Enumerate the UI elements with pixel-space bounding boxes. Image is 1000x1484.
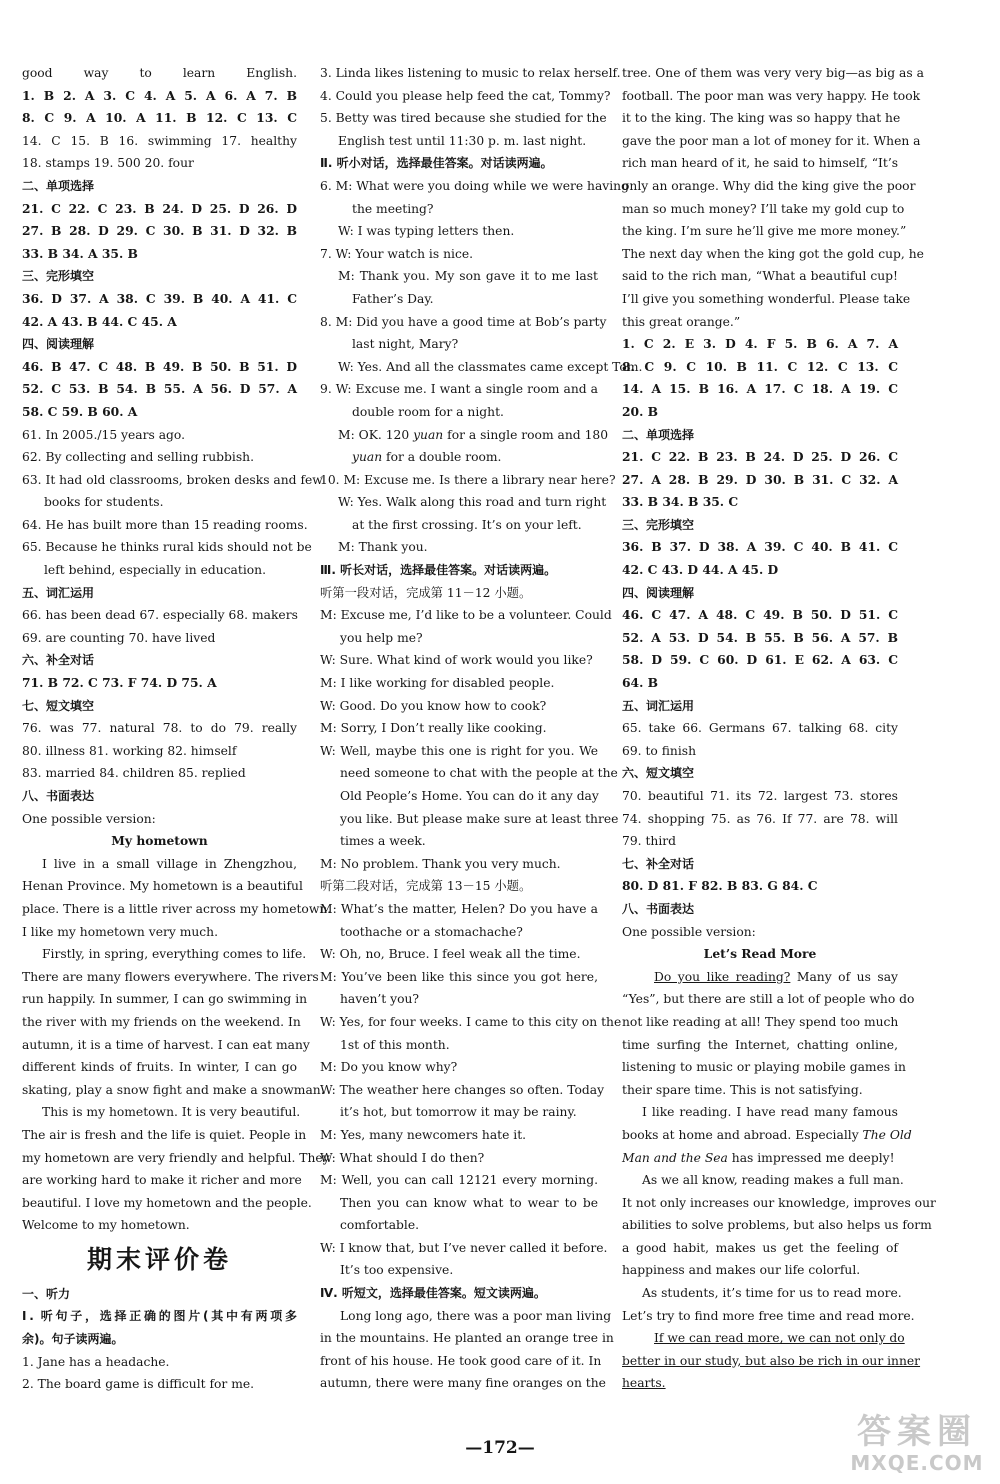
book-title: Man and the Sea bbox=[622, 1150, 728, 1165]
essay-line: As students, it’s time for us to read more. bbox=[642, 1286, 902, 1301]
text-span: books at home and abroad. Especially bbox=[622, 1127, 863, 1142]
dialogue-line: the meeting? bbox=[352, 201, 434, 216]
answer-line: 42. C 43. D 44. A 45. D bbox=[622, 562, 779, 578]
essay-line: Welcome to my hometown. bbox=[22, 1218, 190, 1233]
dialogue-line: 6. M: What were you doing while we were having bbox=[320, 178, 629, 193]
essay-line: I live in a small village in Zhengzhou, bbox=[42, 856, 297, 871]
dialogue-line: 9. W: Excuse me. I want a single room and a bbox=[320, 382, 598, 397]
text-line: One possible version: bbox=[622, 924, 756, 939]
section-heading: 三、完形填空 bbox=[22, 269, 95, 284]
answer-line: 63. It had old classrooms, broken desks and few bbox=[22, 472, 323, 487]
essay-line: my hometown are very friendly and helpful. They bbox=[22, 1150, 330, 1165]
dialogue-line: Father’s Day. bbox=[352, 291, 434, 306]
essay-line bbox=[622, 966, 898, 989]
essay-line: not like reading at all! They spend too much bbox=[622, 1014, 899, 1029]
dialogue-line: M: Thank you. bbox=[338, 540, 428, 555]
essay-line: abilities to solve problems, but also helps us form bbox=[622, 1218, 932, 1233]
answer-line: 65. take 66. Germans 67. talking 68. city bbox=[622, 721, 898, 736]
answer-line: 1. B 2. A 3. C 4. A 5. A 6. A 7. B bbox=[22, 87, 297, 103]
answer-line: 65. Because he thinks rural kids should not be bbox=[22, 540, 312, 555]
text-line: 5. Betty was tired because she studied for the bbox=[320, 111, 607, 126]
dialogue-line: it’s hot, but tomorrow it may be rainy. bbox=[340, 1105, 577, 1120]
passage-line: Long long ago, there was a poor man living bbox=[340, 1308, 612, 1323]
passage-line: in the mountains. He planted an orange tree in bbox=[320, 1331, 614, 1346]
section-instruction: Ⅲ. 听长对话，选择最佳答案。对话读两遍。 bbox=[320, 563, 557, 578]
passage-line: this great orange.” bbox=[622, 314, 741, 329]
text-line: English test until 11:30 p. m. last night. bbox=[338, 133, 587, 148]
dialogue-line: at the first crossing. It’s on your left. bbox=[352, 517, 582, 532]
essay-line: run happily. In summer, I can go swimming in bbox=[22, 992, 308, 1007]
dialogue-line: W: I was typing letters then. bbox=[338, 224, 515, 239]
answer-line: 64. B bbox=[622, 675, 659, 691]
dialogue-line: M: Excuse me, I’d like to be a volunteer. Could bbox=[320, 608, 612, 623]
subsection-instruction: 听第二段对话，完成第 13－15 小题。 bbox=[320, 879, 532, 894]
dialogue-line: M: No problem. Thank you very much. bbox=[320, 856, 561, 871]
text-line: good way to learn English. bbox=[22, 66, 297, 80]
dialogue-line: M: Well, you can call 12121 every morning. bbox=[320, 1173, 598, 1188]
dialogue-line: haven’t you? bbox=[340, 992, 420, 1007]
section-heading: 六、短文填空 bbox=[622, 766, 695, 781]
essay-line: place. There is a little river across my hometown. bbox=[22, 901, 332, 916]
dialogue-line: 10. M: Excuse me. Is there a library near here? bbox=[320, 472, 616, 487]
section-heading: 二、单项选择 bbox=[22, 178, 95, 193]
answer-line: 46. B 47. C 48. B 49. B 50. B 51. D bbox=[22, 358, 297, 374]
dialogue-line: 1st of this month. bbox=[340, 1037, 450, 1052]
essay-line: Henan Province. My hometown is a beautiful bbox=[22, 879, 303, 894]
answer-line: 8. C 9. A 10. A 11. B 12. C 13. C bbox=[22, 110, 297, 126]
text-span: Many of us say bbox=[790, 969, 898, 984]
passage-line: autumn, there were many fine oranges on the bbox=[320, 1376, 606, 1391]
answer-line: 62. By collecting and selling rubbish. bbox=[22, 450, 254, 465]
dialogue-line: 8. M: Did you have a good time at Bob’s party bbox=[320, 314, 607, 329]
text-span: M: OK. 120 bbox=[338, 427, 414, 442]
passage-line: said to the rich man, “What a beautiful cup! bbox=[622, 269, 898, 284]
essay-line: autumn, it is a time of harvest. I can eat many bbox=[22, 1037, 310, 1052]
text-line: 1. Jane has a headache. bbox=[22, 1354, 170, 1369]
passage-line: I’ll give you something wonderful. Please take bbox=[622, 291, 911, 306]
section-heading: 七、补全对话 bbox=[622, 856, 695, 871]
essay-line: The air is fresh and the life is quiet. People in bbox=[22, 1127, 307, 1142]
answer-line: 66. has been dead 67. especially 68. makers bbox=[22, 608, 298, 623]
subsection-instruction: 听第一段对话，完成第 11－12 小题。 bbox=[320, 585, 532, 600]
answer-line: 27. B 28. D 29. C 30. B 31. D 32. B bbox=[22, 223, 297, 239]
answer-line: 74. shopping 75. as 76. If 77. are 78. will bbox=[622, 811, 898, 826]
dialogue-line: you like. But please make sure at least three bbox=[340, 811, 619, 826]
answer-line: 79. third bbox=[622, 834, 677, 849]
underlined-text: Do you like reading? bbox=[654, 969, 791, 984]
answer-line: 80. illness 81. working 82. himself bbox=[22, 743, 237, 758]
essay-line: beautiful. I love my hometown and the people. bbox=[22, 1195, 312, 1210]
answer-line: books for students. bbox=[44, 495, 164, 510]
yuan-word: yuan bbox=[352, 450, 383, 465]
text-line: One possible version: bbox=[22, 811, 156, 826]
text-span: has impressed me deeply! bbox=[727, 1150, 895, 1165]
essay-line: It not only increases our knowledge, improves our bbox=[622, 1195, 936, 1210]
essay-line: There are many flowers everywhere. The rivers bbox=[22, 969, 319, 984]
answer-line: 80. D 81. F 82. B 83. G 84. C bbox=[622, 878, 818, 894]
dialogue-line: M: I like working for disabled people. bbox=[320, 676, 555, 691]
answer-line: 46. C 47. A 48. C 49. B 50. D 51. C bbox=[622, 607, 898, 623]
text-line: 3. Linda likes listening to music to relax herself. bbox=[320, 66, 621, 80]
answer-line: 58. C 59. B 60. A bbox=[22, 403, 138, 419]
exam-title: 期末评价卷 bbox=[86, 1244, 232, 1274]
answer-line: 69. are counting 70. have lived bbox=[22, 630, 216, 645]
dialogue-line: double room for a night. bbox=[352, 404, 504, 419]
dialogue-line: W: Yes. Walk along this road and turn right bbox=[338, 495, 607, 510]
answer-line: 52. A 53. D 54. B 55. B 56. A 57. B bbox=[622, 629, 898, 645]
essay-line: listening to music or playing mobile games in bbox=[622, 1060, 906, 1075]
essay-line: I like reading. I have read many famous bbox=[642, 1105, 898, 1120]
essay-line: are working hard to make it richer and more bbox=[22, 1173, 302, 1188]
answer-line: 21. C 22. C 23. B 24. D 25. D 26. D bbox=[22, 200, 297, 216]
essay-line: happiness and makes our life colorful. bbox=[622, 1263, 861, 1278]
watermark-url: MXQE.COM bbox=[850, 1451, 984, 1475]
dialogue-line: comfortable. bbox=[340, 1218, 420, 1233]
section-heading: 七、短文填空 bbox=[22, 698, 95, 713]
passage-line: gave the poor man a lot of money for it. When a bbox=[622, 133, 921, 148]
section-instruction: Ⅳ. 听短文，选择最佳答案。短文读两遍。 bbox=[320, 1286, 546, 1301]
dialogue-line: Old People’s Home. You can do it any day bbox=[340, 789, 599, 803]
section-heading: 一、听力 bbox=[22, 1286, 71, 1301]
answer-line: 14. A 15. B 16. A 17. C 18. A 19. C bbox=[622, 381, 898, 397]
underlined-essay-line: hearts. bbox=[622, 1376, 666, 1391]
answer-line: 69. to finish bbox=[622, 743, 697, 758]
answer-line: 70. beautiful 71. its 72. largest 73. stores bbox=[622, 789, 898, 803]
text-span: for a single room and 180 bbox=[443, 427, 609, 442]
dialogue-line: last night, Mary? bbox=[352, 337, 459, 352]
column-left bbox=[22, 62, 332, 1396]
essay-line: their spare time. This is not satisfying. bbox=[622, 1082, 863, 1097]
dialogue-line: M: Do you know why? bbox=[320, 1060, 458, 1075]
essay-line: time surfing the Internet, chatting online, bbox=[622, 1037, 898, 1052]
section-heading: 五、词汇运用 bbox=[622, 698, 695, 713]
dialogue-line: M: Thank you. My son gave it to me last bbox=[338, 269, 598, 284]
answer-line: 42. A 43. B 44. C 45. A bbox=[22, 313, 177, 329]
passage-line: only an orange. Why did the king give the poor bbox=[622, 178, 916, 193]
section-instruction: 余)。句子读两遍。 bbox=[22, 1332, 124, 1347]
answer-line: 27. A 28. B 29. D 30. B 31. C 32. A bbox=[622, 471, 898, 487]
section-instruction: Ⅱ. 听小对话，选择最佳答案。对话读两遍。 bbox=[320, 156, 553, 171]
essay-line: Firstly, in spring, everything comes to life. bbox=[42, 947, 307, 962]
answer-line: 36. B 37. D 38. A 39. C 40. B 41. C bbox=[622, 539, 898, 555]
watermark-title: 答案圈 bbox=[857, 1412, 977, 1452]
answer-line: 36. D 37. A 38. C 39. B 40. A 41. C bbox=[22, 290, 297, 306]
answer-line: 14. C 15. B 16. swimming 17. healthy bbox=[22, 133, 297, 148]
passage-line: the king. I’m sure he’ll give me more money.” bbox=[622, 224, 907, 239]
essay-line: “Yes”, but there are still a lot of people who do bbox=[622, 992, 915, 1007]
section-heading: 六、补全对话 bbox=[22, 653, 95, 668]
dialogue-line bbox=[320, 424, 609, 447]
essay-title: My hometown bbox=[111, 833, 208, 849]
essay-line: different kinds of fruits. In winter, I can go bbox=[22, 1060, 297, 1075]
yuan-word: yuan bbox=[413, 427, 444, 442]
section-heading: 二、单项选择 bbox=[622, 427, 695, 442]
dialogue-line: need someone to chat with the people at the bbox=[340, 766, 618, 781]
page-number: —172— bbox=[465, 1438, 535, 1458]
dialogue-line: W: What should I do then? bbox=[320, 1150, 485, 1165]
underlined-essay-line: If we can read more, we can not only do bbox=[654, 1331, 905, 1346]
answer-line: 58. D 59. C 60. D 61. E 62. A 63. C bbox=[622, 652, 898, 668]
column-right bbox=[622, 62, 936, 1395]
essay-line: a good habit, makes us get the feeling of bbox=[622, 1240, 898, 1255]
dialogue-line: Then you can know what to wear to be bbox=[340, 1195, 598, 1210]
text-line: 2. The board game is difficult for me. bbox=[22, 1377, 255, 1392]
dialogue-line: M: You’ve been like this since you got here, bbox=[320, 969, 598, 984]
answer-line: 33. B 34. B 35. C bbox=[622, 494, 739, 510]
dialogue-line: toothache or a stomachache? bbox=[340, 924, 523, 939]
dialogue-line: W: Yes, for four weeks. I came to this city on the bbox=[320, 1014, 622, 1029]
answer-line: 61. In 2005./15 years ago. bbox=[22, 427, 186, 442]
dialogue-line: W: I know that, but I’ve never called it before. bbox=[320, 1240, 608, 1255]
essay-line: Let’s try to find more free time and read more. bbox=[622, 1308, 915, 1323]
answer-line: 64. He has built more than 15 reading rooms. bbox=[22, 517, 308, 532]
essay-line bbox=[622, 1124, 912, 1147]
section-heading: 四、阅读理解 bbox=[22, 337, 95, 352]
section-heading: 八、书面表达 bbox=[622, 901, 695, 916]
essay-title: Let’s Read More bbox=[703, 946, 817, 962]
essay-line: skating, play a snow fight and make a snowman. bbox=[22, 1082, 325, 1097]
dialogue-line: It’s too expensive. bbox=[340, 1263, 454, 1278]
essay-line bbox=[622, 1147, 898, 1170]
dialogue-line: M: Yes, many newcomers hate it. bbox=[320, 1127, 527, 1142]
section-heading: 四、阅读理解 bbox=[622, 585, 695, 600]
dialogue-line: M: Sorry, I Don’t really like cooking. bbox=[320, 721, 547, 736]
passage-line: The next day when the king got the gold cup, he bbox=[622, 246, 924, 261]
text-span: for a double room. bbox=[382, 450, 502, 465]
text-line: 4. Could you please help feed the cat, Tommy? bbox=[320, 88, 611, 103]
dialogue-line: M: What’s the matter, Helen? Do you have a bbox=[320, 901, 598, 916]
passage-line: front of his house. He took good care of it. In bbox=[320, 1353, 602, 1368]
essay-line: This is my hometown. It is very beautiful. bbox=[42, 1105, 301, 1120]
passage-line: tree. One of them was very very big—as big as a bbox=[622, 66, 924, 80]
section-heading: 八、书面表达 bbox=[22, 789, 95, 803]
answer-line: 52. C 53. B 54. B 55. A 56. D 57. A bbox=[22, 381, 297, 397]
section-heading: 三、完形填空 bbox=[622, 517, 695, 532]
underlined-essay-line: better in our study, but also be rich in our inner bbox=[622, 1353, 921, 1368]
passage-line: man so much money? I’ll take my gold cup to bbox=[622, 201, 905, 216]
book-title: The Old bbox=[862, 1127, 912, 1142]
dialogue-line: W: Good. Do you know how to cook? bbox=[320, 698, 547, 713]
watermark-logo bbox=[842, 1412, 992, 1478]
dialogue-line bbox=[320, 446, 598, 469]
answer-line: 1. C 2. E 3. D 4. F 5. B 6. A 7. A bbox=[622, 336, 898, 352]
section-instruction: Ⅰ. 听句子，选择正确的图片(其中有两项多 bbox=[22, 1309, 297, 1324]
answer-line: 20. B bbox=[622, 403, 659, 419]
essay-line: As we all know, reading makes a full man. bbox=[642, 1173, 904, 1188]
answer-line: 8. C 9. C 10. B 11. C 12. C 13. C bbox=[622, 358, 898, 374]
answer-line: 33. B 34. A 35. B bbox=[22, 245, 138, 261]
dialogue-line: W: The weather here changes so often. Today bbox=[320, 1082, 605, 1097]
answer-line: 18. stamps 19. 500 20. four bbox=[22, 156, 194, 171]
essay-line: the river with my friends on the weekend. In bbox=[22, 1014, 301, 1029]
passage-line: rich man heard of it, he said to himself, “It’s bbox=[622, 156, 899, 171]
passage-line: football. The poor man was very happy. He took bbox=[622, 88, 921, 103]
dialogue-line: 7. W: Your watch is nice. bbox=[320, 246, 474, 261]
answer-line: 76. was 77. natural 78. to do 79. really bbox=[22, 721, 297, 736]
answer-line: left behind, especially in education. bbox=[44, 563, 266, 578]
dialogue-line: times a week. bbox=[340, 834, 426, 849]
passage-line: it to the king. The king was so happy that he bbox=[622, 111, 901, 126]
dialogue-line: W: Sure. What kind of work would you like? bbox=[320, 653, 593, 668]
answer-line: 83. married 84. children 85. replied bbox=[22, 766, 246, 781]
essay-line: I like my hometown very much. bbox=[22, 924, 218, 939]
dialogue-line: W: Yes. And all the classmates came except Tom. bbox=[338, 359, 643, 374]
dialogue-line: W: Well, maybe this one is right for you. We bbox=[320, 743, 598, 758]
dialogue-line: W: Oh, no, Bruce. I feel weak all the time. bbox=[320, 947, 581, 962]
dialogue-line: you help me? bbox=[340, 630, 423, 645]
answer-line: 71. B 72. C 73. F 74. D 75. A bbox=[22, 675, 217, 691]
section-heading: 五、词汇运用 bbox=[22, 585, 95, 600]
answer-line: 21. C 22. B 23. B 24. D 25. D 26. C bbox=[622, 449, 898, 465]
